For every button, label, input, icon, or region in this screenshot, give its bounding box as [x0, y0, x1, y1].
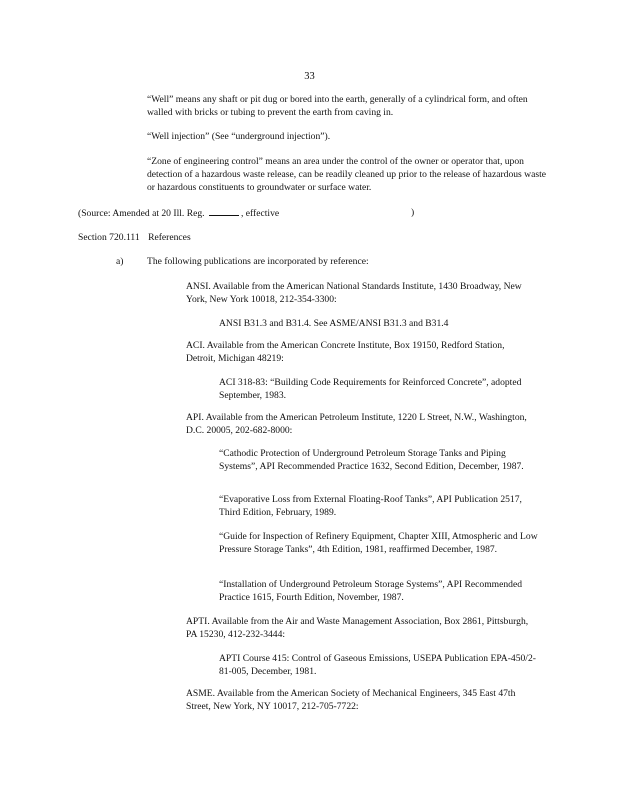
entry-api-cathodic-protection: “Cathodic Protection of Underground Petroleum Storage Tanks and Piping Systems”, API Recommended Practice 1632, Second Edition, December, 1987.: [219, 448, 524, 472]
section-heading: [78, 231, 191, 244]
source-suffix: , effective: [240, 208, 280, 219]
entry-ansi-b31: ANSI B31.3 and B31.4. See ASME/ANSI B31.3 and B31.4: [219, 318, 449, 329]
page-number: 33: [304, 71, 315, 82]
subsection-a-label: a): [116, 256, 124, 267]
blank-line: [209, 206, 239, 216]
entry-apti-course-415: APTI Course 415: Control of Gaseous Emissions, USEPA Publication EPA-450/2-81-005, December, 1981.: [219, 653, 536, 677]
definition-well-injection: “Well injection” (See “underground injection”).: [147, 131, 331, 142]
definition-well: “Well” means any shaft or pit dug or bored into the earth, generally of a cylindrical form, and often walled with bricks or tubing to prevent the earth from caving in.: [147, 94, 528, 118]
entry-api-refinery-inspection: “Guide for Inspection of Refinery Equipment, Chapter XIII, Atmospheric and Low Pressure Storage Tanks”, 4th Edition, 1981, reaffirmed December, 1987.: [219, 531, 538, 555]
entry-asme: ASME. Available from the American Society of Mechanical Engineers, 345 East 47th Street, New York, NY 10017, 212-705-7722:: [186, 688, 516, 712]
entry-api-underground-installation: “Installation of Underground Petroleum Storage Systems”, API Recommended Practice 1615, Fourth Edition, November, 1987.: [219, 579, 523, 603]
entry-api: API. Available from the American Petroleum Institute, 1220 L Street, N.W., Washington, D.C. 20005, 202-682-8000:: [186, 412, 527, 436]
entry-api-evaporative-loss: “Evaporative Loss from External Floating-Roof Tanks”, API Publication 2517, Third Edition, February, 1989.: [219, 494, 522, 518]
source-note: [78, 206, 415, 220]
entry-aci: ACI. Available from the American Concrete Institute, Box 19150, Redford Station, Detroit, Michigan 48219:: [186, 340, 505, 364]
source-close-paren: ): [411, 207, 415, 218]
entry-apti: APTI. Available from the Air and Waste Management Association, Box 2861, Pittsburgh, PA 15230, 412-232-3444:: [186, 616, 529, 640]
source-prefix: (Source: Amended at 20 Ill. Reg.: [78, 208, 205, 219]
subsection-a-text: The following publications are incorporated by reference:: [147, 256, 369, 267]
entry-aci-318-83: ACI 318-83: “Building Code Requirements for Reinforced Concrete”, adopted September, 1983.: [219, 377, 522, 401]
section-number: Section 720.111: [78, 232, 140, 243]
section-title: References: [148, 232, 191, 243]
definition-zone-of-engineering-control: “Zone of engineering control” means an area under the control of the owner or operator that, upon detection of a hazardous waste release, can be readily cleaned up prior to the release of hazardous waste or hazardous constituents to groundwater or surface water.: [147, 156, 547, 193]
entry-ansi: ANSI. Available from the American National Standards Institute, 1430 Broadway, New York, New York 10018, 212-354-3300:: [186, 281, 522, 305]
